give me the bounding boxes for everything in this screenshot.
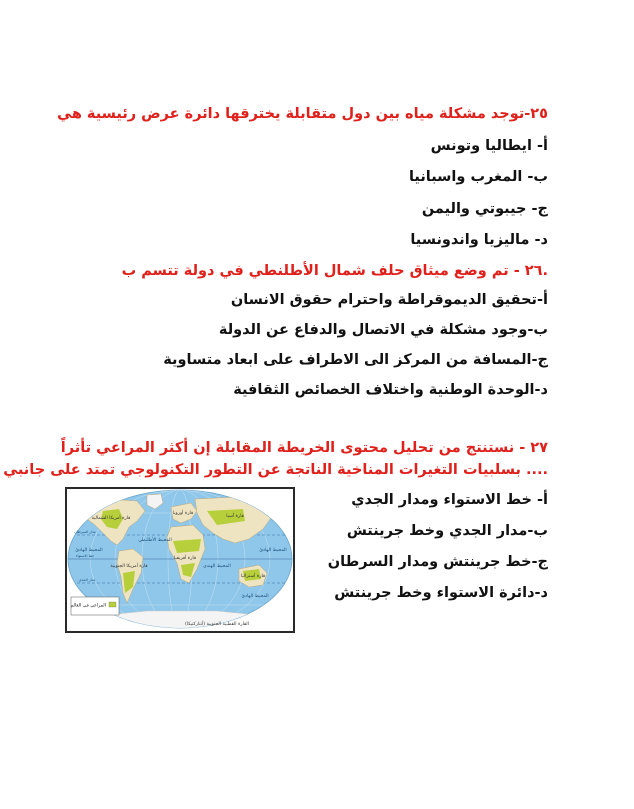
label-pacific-east: المحيط الهادئ [259, 548, 287, 553]
label-pacific-south: المحيط الهادئ [241, 594, 269, 599]
label-indian: المحيط الهندي [203, 564, 231, 569]
q27-option-c: ج-خط جرينتش ومدار السرطان [327, 554, 548, 570]
world-grasslands-map [65, 487, 295, 633]
label-equator: خط الاستواء [75, 554, 95, 558]
q25-option-a: أ- ايطاليا وتونس [430, 138, 548, 154]
q27-question-line1: ٢٧ - نستنتج من تحليل محتوى الخريطة المقابلة إن أكثر المراعي تأثراً [60, 440, 548, 456]
label-south-america: قارة أمريكا الجنوبية [110, 564, 148, 569]
q26-option-c: ج-المسافة من المركز الى الاطراف على ابعاد متساوية [163, 352, 548, 368]
q27-option-b: ب-مدار الجدي وخط جرينتش [346, 523, 548, 539]
q26-option-b: ب-وجود مشكلة في الاتصال والدفاع عن الدولة [218, 322, 548, 338]
label-africa: قارة أفريقيا [173, 556, 197, 561]
q27-option-d: د-دائرة الاستواء وخط جرينتش [334, 585, 548, 601]
q25-question: ٢٥-توجد مشكلة مياه بين دول متقابلة يخترقها دائرة عرض رئيسية هي [57, 106, 548, 122]
label-australia: قارة أستراليا [240, 574, 266, 579]
q26-option-d: د-الوحدة الوطنية واختلاف الخصائص الثقافية [233, 382, 548, 398]
africa-grassland [173, 539, 201, 553]
label-pacific-west: المحيط الهادئ [75, 548, 103, 553]
legend-grassland-label: المراعي في العالم [70, 603, 106, 609]
q26-question: .٢٦ - تم وضع ميثاق حلف شمال الأطلنطي في دولة تتسم ب [121, 263, 548, 279]
label-tropic-cancer: مدار السرطان [74, 530, 96, 534]
label-europe: قارة أوروبا [172, 511, 194, 516]
legend-grassland-swatch [109, 602, 116, 607]
q27-question-line2: .... بسلبيات التغيرات المناخية الناتجة عن التطور التكنولوجي تمتد على جانبي [3, 462, 548, 478]
q25-option-d: د- ماليزيا واندونسيا [410, 232, 548, 248]
q25-option-b: ب- المغرب واسبانيا [408, 169, 548, 185]
label-tropic-capricorn: مدار الجدي [78, 578, 96, 582]
q26-option-a: أ-تحقيق الديموقراطة واحترام حقوق الانسان [230, 292, 548, 308]
label-antarctica: القارة القطبية الجنوبية (أنتاركتيكا) [185, 622, 249, 627]
q25-option-c: ج- جيبوتي واليمن [421, 201, 548, 217]
label-asia: قارة آسيا [226, 514, 244, 519]
map-legend [71, 597, 119, 615]
label-north-america: قارة أمريكا الشمالية [91, 516, 131, 521]
label-atlantic: المحيط الأطلنطي [138, 538, 172, 543]
q27-option-a: أ- خط الاستواء ومدار الجدي [351, 492, 548, 508]
